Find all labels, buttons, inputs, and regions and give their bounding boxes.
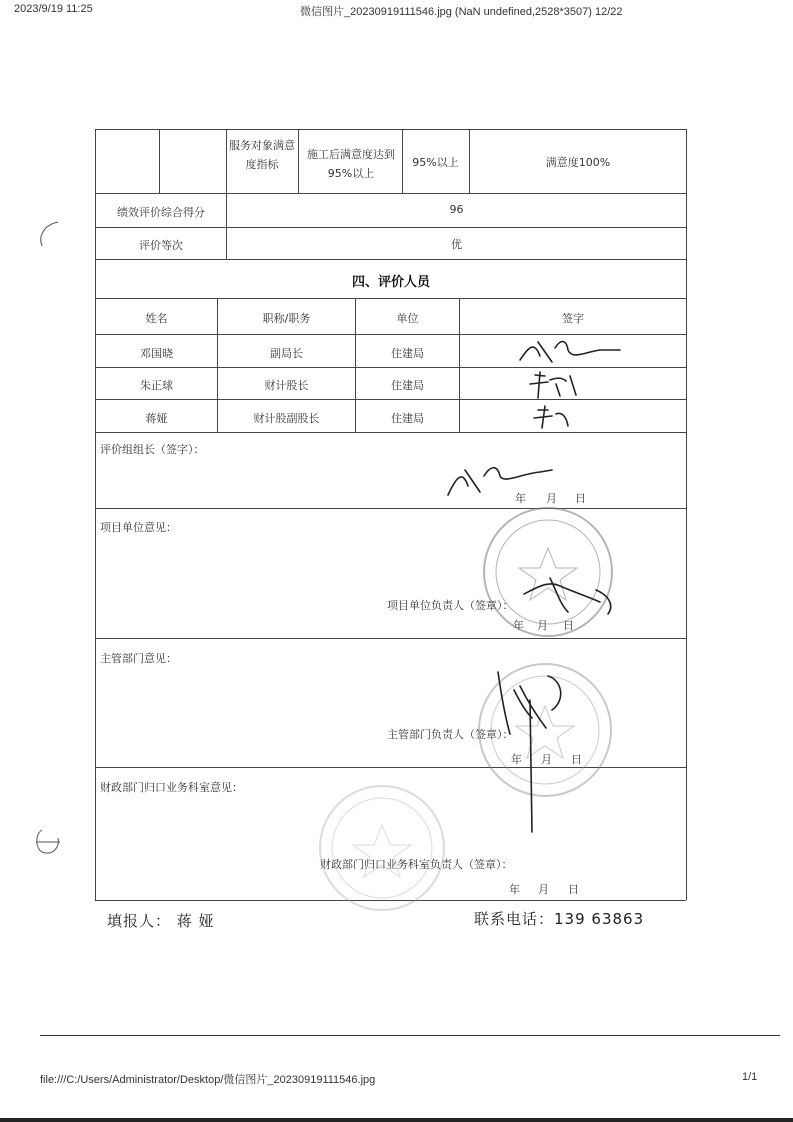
header-title: 职称/职务 xyxy=(262,312,311,325)
scan-marks xyxy=(36,222,60,853)
header-unit: 单位 xyxy=(396,312,419,325)
grade-value: 优 xyxy=(451,238,462,251)
person-title: 副局长 xyxy=(270,347,303,360)
official-seal xyxy=(484,508,612,636)
indicator-result: 满意度100% xyxy=(545,156,611,169)
person-title: 财计股副股长 xyxy=(253,412,320,425)
person-name: 邓国晓 xyxy=(140,347,173,360)
project-sign-label: 项目单位负责人（签章）： xyxy=(387,599,514,612)
finance-sign-label: 财政部门归口业务科室负责人（签章）： xyxy=(320,858,513,871)
score-label: 绩效评价综合得分 xyxy=(117,206,205,219)
date-day: 日 xyxy=(571,753,582,766)
print-datetime: 2023/9/19 11:25 xyxy=(14,3,93,15)
phone-label: 联系电话：139 63863 xyxy=(474,910,645,928)
header-name: 姓名 xyxy=(145,312,168,325)
person-unit: 住建局 xyxy=(391,412,424,425)
date-day: 日 xyxy=(568,883,579,896)
person-unit: 住建局 xyxy=(391,347,424,360)
finance-opinion-label: 财政部门归口业务科室意见： xyxy=(100,781,243,794)
section-title: 四、评价人员 xyxy=(351,275,430,290)
indicator-name: 服务对象满意度指标 xyxy=(229,139,295,171)
print-file-path: file:///C:/Users/Administrator/Desktop/微信图片_20230919111546.jpg xyxy=(40,1074,376,1086)
official-seal xyxy=(320,786,444,910)
person-unit: 住建局 xyxy=(391,379,424,392)
grade-label: 评价等次 xyxy=(139,239,183,252)
person-title: 财计股长 xyxy=(264,379,309,392)
print-title: 微信图片_20230919111546.jpg (NaN undefined,2528*3507) 12/22 xyxy=(300,6,623,18)
indicator-target: 施工后满意度达到95%以上 xyxy=(307,148,395,180)
date-year: 年 xyxy=(511,753,522,766)
person-name: 朱正球 xyxy=(140,379,173,392)
dept-sign-label: 主管部门负责人（签章）： xyxy=(387,728,514,741)
filler-label: 填报人： 蒋 娅 xyxy=(107,912,215,930)
print-page-number: 1/1 xyxy=(742,1071,758,1083)
date-month: 月 xyxy=(546,492,557,505)
date-day: 日 xyxy=(575,492,586,505)
date-year: 年 xyxy=(515,492,526,505)
date-month: 月 xyxy=(537,619,548,632)
date-year: 年 xyxy=(513,619,524,632)
indicator-standard: 95%以上 xyxy=(412,156,459,169)
date-month: 月 xyxy=(538,883,549,896)
leader-label: 评价组组长（签字）： xyxy=(100,443,205,456)
project-opinion-label: 项目单位意见： xyxy=(100,521,177,534)
header-signature: 签字 xyxy=(562,312,584,325)
person-name: 蒋娅 xyxy=(145,412,168,425)
dept-opinion-label: 主管部门意见： xyxy=(100,652,177,665)
date-month: 月 xyxy=(541,753,552,766)
official-seal xyxy=(479,664,611,796)
date-day: 日 xyxy=(563,619,574,632)
date-year: 年 xyxy=(509,883,520,896)
score-value: 96 xyxy=(449,203,464,216)
